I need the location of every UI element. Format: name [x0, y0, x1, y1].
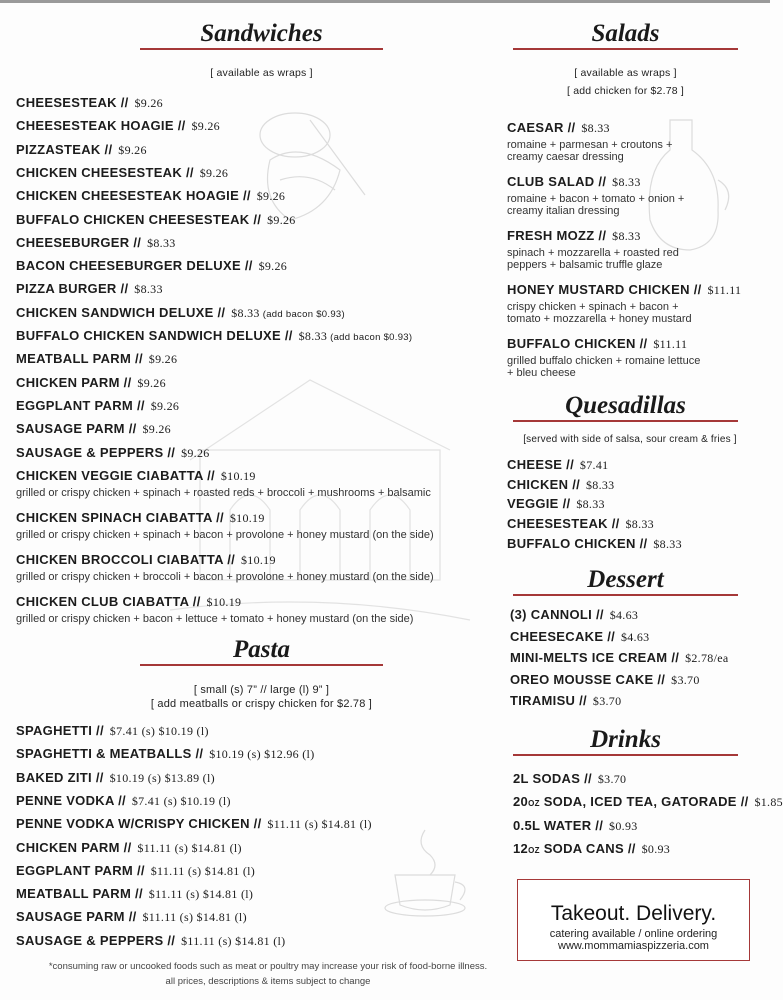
sandwich-item-3-price: $9.26 — [118, 142, 147, 157]
sandwich-item-17-name: CHICKEN VEGGIE CIABATTA — [16, 467, 204, 483]
dessert-item-5: TIRAMISU // $3.70 — [510, 693, 622, 708]
quesadilla-item-4: CHEESESTEAK // $8.33 — [507, 516, 654, 532]
pasta-item-9-price: $11.11 (s) $14.81 (l) — [142, 910, 247, 925]
sandwich-item-20-price: $10.19 — [206, 594, 242, 609]
salad-item-5-price: $11.11 — [653, 337, 688, 351]
drink-item-4-qty: 12 — [513, 840, 529, 856]
salad-item-4: HONEY MUSTARD CHICKEN // $11.11 — [507, 282, 742, 297]
pasta-item-10-name: SAUSAGE & PEPPERS — [16, 932, 164, 948]
quesadilla-item-2-price: $8.33 — [585, 477, 615, 492]
salad-item-4-name: HONEY MUSTARD CHICKEN — [507, 282, 690, 297]
salad-desc2-3: peppers + balsamic truffle glaze — [507, 259, 663, 271]
dessert-item-5-price: $3.70 — [592, 694, 622, 708]
sandwich-item-11-name: BUFFALO CHICKEN SANDWICH DELUXE — [16, 328, 281, 343]
salad-item-1-price: $8.33 — [581, 121, 610, 135]
sandwich-item-15: SAUSAGE PARM // $9.26 — [16, 421, 171, 437]
sandwich-item-9: PIZZA BURGER // $8.33 — [16, 281, 163, 297]
sandwich-item-15-name: SAUSAGE PARM — [16, 421, 125, 437]
pasta-item-9-name: SAUSAGE PARM — [16, 909, 125, 925]
sandwich-item-2: CHEESESTEAK HOAGIE // $9.26 — [16, 118, 220, 134]
salads-title: Salads — [591, 20, 660, 47]
takeout-delivery-box — [517, 879, 750, 961]
website-link[interactable]: www.mommamiaspizzeria.com — [558, 940, 709, 952]
pasta-size-note: [ small (s) 7” // large (l) 9” ] — [193, 684, 330, 696]
salad-desc1-5: grilled buffalo chicken + romaine lettuce — [507, 355, 701, 367]
sandwich-item-11-extra: (add bacon $0.93) — [330, 332, 413, 343]
pasta-item-3: BAKED ZITI // $10.19 (s) $13.89 (l) — [16, 769, 215, 785]
sandwich-desc-19: grilled or crispy chicken + broccoli + bacon + provolone + honey mustard (on the side) — [16, 570, 434, 583]
salad-desc2-4: tomato + mozzarella + honey mustard — [507, 313, 692, 325]
pasta-item-2-name: SPAGHETTI & MEATBALLS — [16, 746, 192, 762]
salad-item-4-price: $11.11 — [707, 283, 742, 297]
pasta-item-4: PENNE VODKA // $7.41 (s) $10.19 (l) — [16, 792, 231, 808]
pasta-item-1-name: SPAGHETTI — [16, 723, 93, 738]
sandwich-item-6-name: BUFFALO CHICKEN CHEESESTEAK — [16, 211, 250, 227]
salads-chicken-note: [ add chicken for $2.78 ] — [566, 85, 685, 97]
drink-item-4-unit: OZ — [528, 845, 540, 855]
dessert-item-4: OREO MOUSSE CAKE // $3.70 — [510, 671, 700, 687]
price-disclaimer: all prices, descriptions & items subject to change — [165, 976, 371, 987]
food-safety-disclaimer: *consuming raw or uncooked foods such as meat or poultry may increase your risk of food-borne illness. — [48, 961, 488, 972]
takeout-headline: Takeout. Delivery. — [550, 902, 717, 925]
dessert-item-4-name: OREO MOUSSE CAKE — [510, 671, 654, 687]
sandwiches-note: [ available as wraps ] — [210, 67, 313, 79]
dessert-item-2-name: CHEESECAKE — [510, 628, 604, 644]
drink-item-3-name: WATER — [543, 817, 592, 833]
pasta-item-1: SPAGHETTI // $7.41 (s) $10.19 (l) — [16, 723, 209, 738]
salad-item-3-price: $8.33 — [612, 229, 641, 243]
pasta-item-3-price: $10.19 (s) $13.89 (l) — [109, 770, 215, 785]
quesadillas-note: [served with side of salsa, sour cream & fries ] — [523, 434, 737, 445]
salad-item-2: CLUB SALAD // $8.33 — [507, 174, 641, 189]
quesadilla-item-1-name: CHEESE — [507, 457, 563, 472]
sandwich-desc-20: grilled or crispy chicken + bacon + lettuce + tomato + honey mustard (on the side) — [16, 612, 414, 625]
sandwich-item-6: BUFFALO CHICKEN CHEESESTEAK // $9.26 — [16, 211, 296, 227]
sandwich-item-12-price: $9.26 — [148, 352, 178, 367]
sandwich-item-12-name: MEATBALL PARM — [16, 351, 132, 367]
pasta-item-10: SAUSAGE & PEPPERS // $11.11 (s) $14.81 (l) — [16, 932, 286, 948]
sandwich-item-19: CHICKEN BROCCOLI CIABATTA // $10.19 — [16, 551, 276, 567]
pasta-item-7: EGGPLANT PARM // $11.11 (s) $14.81 (l) — [16, 862, 256, 878]
pasta-item-8: MEATBALL PARM // $11.11 (s) $14.81 (l) — [16, 886, 254, 902]
pasta-item-7-name: EGGPLANT PARM — [16, 862, 134, 878]
catering-line: catering available / online ordering — [549, 928, 718, 940]
quesadilla-item-2-name: CHICKEN — [507, 476, 569, 492]
coffee-cup-sketch-icon — [380, 820, 480, 920]
dessert-rule — [513, 594, 738, 596]
sandwiches-rule — [140, 48, 383, 50]
drink-item-3-price: $0.93 — [609, 818, 638, 833]
quesadilla-item-2: CHICKEN // $8.33 — [507, 476, 615, 492]
sandwich-item-7-price: $8.33 — [147, 235, 176, 250]
pasta-item-8-price: $11.11 (s) $14.81 (l) — [148, 887, 254, 902]
top-border — [0, 0, 770, 3]
bottle-sketch-icon — [630, 110, 740, 260]
salad-desc1-4: crispy chicken + spinach + bacon + — [507, 301, 679, 313]
sandwich-item-9-price: $8.33 — [134, 282, 163, 297]
pasta-item-4-name: PENNE VODKA — [16, 792, 115, 808]
pasta-addon-note: [ add meatballs or crispy chicken for $2.78 ] — [150, 698, 373, 710]
dessert-item-3-price: $2.78/ea — [685, 651, 729, 665]
salad-item-3-name: FRESH MOZZ — [507, 228, 595, 243]
pasta-rule — [140, 664, 383, 666]
drink-item-3-qty: 0.5L — [513, 817, 540, 833]
sandwich-item-12: MEATBALL PARM // $9.26 — [16, 351, 178, 367]
sandwich-item-13: CHICKEN PARM // $9.26 — [16, 374, 166, 390]
sandwich-item-13-price: $9.26 — [137, 375, 166, 390]
pasta-item-5-price: $11.11 (s) $14.81 (l) — [267, 817, 372, 832]
dessert-item-1-name: (3) CANNOLI — [510, 607, 593, 622]
salad-desc2-1: creamy caesar dressing — [507, 151, 624, 163]
pasta-item-7-price: $11.11 (s) $14.81 (l) — [150, 863, 256, 878]
sandwich-item-3: PIZZASTEAK // $9.26 — [16, 141, 147, 157]
sandwich-item-8-name: BACON CHEESEBURGER DELUXE — [16, 258, 241, 274]
sandwich-item-7-name: CHEESEBURGER — [16, 234, 130, 250]
sandwich-item-4-name: CHICKEN CHEESESTEAK — [16, 164, 183, 180]
drink-item-1-name: SODAS — [532, 771, 581, 786]
drink-item-1-qty: 2L — [513, 771, 529, 786]
sandwich-item-2-name: CHEESESTEAK HOAGIE — [16, 118, 174, 134]
pasta-item-1-price: $7.41 (s) $10.19 (l) — [109, 724, 209, 738]
pasta-item-8-name: MEATBALL PARM — [16, 886, 132, 902]
quesadilla-item-3-price: $8.33 — [576, 497, 605, 512]
quesadilla-item-5-name: BUFFALO CHICKEN — [507, 535, 636, 551]
pasta-title: Pasta — [233, 636, 290, 663]
sandwich-item-11-price: $8.33 — [298, 329, 328, 343]
sandwich-item-16-name: SAUSAGE & PEPPERS — [16, 444, 164, 460]
salad-desc1-3: spinach + mozzarella + roasted red — [507, 247, 679, 259]
sandwich-item-7: CHEESEBURGER // $8.33 — [16, 234, 176, 250]
sandwich-item-1: CHEESESTEAK // $9.26 — [16, 95, 163, 110]
drink-item-4-name: SODA CANS — [543, 840, 624, 856]
pasta-item-9: SAUSAGE PARM // $11.11 (s) $14.81 (l) — [16, 909, 247, 925]
pasta-item-5: PENNE VODKA W/CRISPY CHICKEN // $11.11 (s) $14.81 (l) — [16, 816, 372, 832]
dessert-item-2: CHEESECAKE // $4.63 — [510, 628, 650, 644]
sandwich-item-10-name: CHICKEN SANDWICH DELUXE — [16, 304, 214, 320]
drink-item-1: 2L SODAS // $3.70 — [513, 771, 627, 786]
dessert-item-5-name: TIRAMISU — [510, 693, 576, 708]
sandwich-item-5-name: CHICKEN CHEESESTEAK HOAGIE — [16, 188, 240, 204]
sandwich-item-15-price: $9.26 — [142, 422, 171, 437]
quesadilla-item-5: BUFFALO CHICKEN // $8.33 — [507, 535, 682, 551]
salad-desc2-5: + bleu cheese — [507, 367, 576, 379]
sandwich-item-8: BACON CHEESEBURGER DELUXE // $9.26 — [16, 258, 288, 274]
salad-desc1-2: romaine + bacon + tomato + onion + — [507, 193, 685, 205]
sandwich-item-16-price: $9.26 — [181, 445, 210, 460]
dessert-item-3: MINI-MELTS ICE CREAM // $2.78/ea — [510, 650, 729, 665]
sandwich-item-19-price: $10.19 — [240, 552, 276, 567]
salad-item-5: BUFFALO CHICKEN // $11.11 — [507, 336, 688, 351]
salad-item-5-name: BUFFALO CHICKEN — [507, 336, 636, 351]
sandwich-item-8-price: $9.26 — [258, 259, 288, 274]
sandwich-item-18: CHICKEN SPINACH CIABATTA // $10.19 — [16, 509, 265, 525]
sandwich-item-19-name: CHICKEN BROCCOLI CIABATTA — [16, 551, 224, 567]
pasta-item-5-name: PENNE VODKA W/CRISPY CHICKEN — [16, 816, 250, 832]
sandwich-item-5: CHICKEN CHEESESTEAK HOAGIE // $9.26 — [16, 188, 286, 204]
sandwich-item-20: CHICKEN CLUB CIABATTA // $10.19 — [16, 593, 242, 609]
salad-desc2-2: creamy italian dressing — [507, 205, 620, 217]
drink-item-1-price: $3.70 — [597, 772, 627, 786]
drink-item-4-price: $0.93 — [641, 841, 671, 856]
sandwich-item-2-price: $9.26 — [191, 119, 220, 134]
sandwich-item-14-price: $9.26 — [150, 398, 180, 413]
dessert-item-4-price: $3.70 — [671, 672, 700, 687]
pasta-item-10-price: $11.11 (s) $14.81 (l) — [181, 933, 286, 948]
sandwich-item-9-name: PIZZA BURGER — [16, 281, 117, 297]
sandwich-item-13-name: CHICKEN PARM — [16, 374, 120, 390]
salad-desc1-1: romaine + parmesan + croutons + — [507, 139, 673, 151]
sandwich-item-18-name: CHICKEN SPINACH CIABATTA — [16, 509, 213, 525]
drink-item-2-qty: 20 — [513, 794, 529, 810]
pasta-item-4-price: $7.41 (s) $10.19 (l) — [131, 793, 231, 808]
quesadilla-item-3: VEGGIE // $8.33 — [507, 496, 605, 512]
sandwich-item-10: CHICKEN SANDWICH DELUXE // $8.33 (add bacon $0.93) — [16, 304, 345, 320]
salads-rule — [513, 48, 738, 50]
sandwich-item-1-name: CHEESESTEAK — [16, 95, 117, 110]
pasta-item-6-name: CHICKEN PARM — [16, 839, 120, 855]
drink-item-2-unit: OZ — [528, 799, 540, 809]
drinks-rule — [513, 754, 738, 756]
sandwich-item-11: BUFFALO CHICKEN SANDWICH DELUXE // $8.33 (add bacon $0.93) — [16, 328, 413, 343]
salad-item-2-price: $8.33 — [612, 175, 641, 189]
quesadillas-title: Quesadillas — [565, 392, 686, 419]
quesadilla-item-1-price: $7.41 — [579, 458, 609, 472]
sandwich-item-3-name: PIZZASTEAK — [16, 141, 101, 157]
sandwich-desc-18: grilled or crispy chicken + spinach + bacon + provolone + honey mustard (on the side) — [16, 528, 434, 541]
salad-item-3: FRESH MOZZ // $8.33 — [507, 228, 641, 243]
pasta-item-6-price: $11.11 (s) $14.81 (l) — [137, 840, 242, 855]
pasta-item-3-name: BAKED ZITI — [16, 769, 92, 785]
sandwich-item-16: SAUSAGE & PEPPERS // $9.26 — [16, 444, 210, 460]
quesadilla-item-5-price: $8.33 — [653, 536, 682, 551]
dessert-item-2-price: $4.63 — [620, 629, 650, 644]
drink-item-2: 20OZ SODA, ICED TEA, GATORADE // $1.85 — [513, 794, 783, 810]
sandwich-item-6-price: $9.26 — [267, 212, 296, 227]
sandwich-item-1-price: $9.26 — [134, 96, 163, 110]
sandwich-item-5-price: $9.26 — [256, 189, 286, 204]
drink-item-2-name: SODA, ICED TEA, GATORADE — [543, 794, 737, 810]
sandwiches-title: Sandwiches — [200, 20, 323, 47]
sandwich-item-17: CHICKEN VEGGIE CIABATTA // $10.19 — [16, 467, 256, 483]
sandwich-desc-17: grilled or crispy chicken + spinach + roasted reds + broccoli + mushrooms + balsamic — [16, 486, 431, 499]
quesadilla-item-4-name: CHEESESTEAK — [507, 516, 608, 532]
dessert-item-3-name: MINI-MELTS ICE CREAM — [510, 650, 668, 665]
salads-wrap-note: [ available as wraps ] — [574, 67, 677, 79]
sandwich-item-14: EGGPLANT PARM // $9.26 — [16, 397, 180, 413]
drink-item-4: 12OZ SODA CANS // $0.93 — [513, 840, 671, 856]
sandwich-item-4: CHICKEN CHEESESTEAK // $9.26 — [16, 164, 229, 180]
pasta-item-2-price: $10.19 (s) $12.96 (l) — [209, 747, 315, 762]
salad-item-1-name: CAESAR — [507, 120, 564, 135]
sandwich-item-17-price: $10.19 — [220, 468, 256, 483]
quesadilla-item-1: CHEESE // $7.41 — [507, 457, 609, 472]
dessert-item-1: (3) CANNOLI // $4.63 — [510, 607, 639, 622]
dessert-title: Dessert — [587, 566, 664, 593]
sandwich-item-4-price: $9.26 — [199, 165, 229, 180]
quesadilla-item-4-price: $8.33 — [625, 517, 654, 532]
quesadilla-item-3-name: VEGGIE — [507, 496, 559, 512]
salad-item-1: CAESAR // $8.33 — [507, 120, 610, 135]
sandwich-item-10-extra: (add bacon $0.93) — [262, 308, 345, 320]
drink-item-2-price: $1.85 — [754, 795, 783, 810]
sandwich-item-18-price: $10.19 — [229, 510, 265, 525]
quesadillas-rule — [513, 420, 738, 422]
drink-item-3: 0.5L WATER // $0.93 — [513, 817, 638, 833]
dessert-item-1-price: $4.63 — [609, 608, 639, 622]
sandwich-item-14-name: EGGPLANT PARM — [16, 397, 134, 413]
salad-item-2-name: CLUB SALAD — [507, 174, 595, 189]
pasta-item-6: CHICKEN PARM // $11.11 (s) $14.81 (l) — [16, 839, 242, 855]
sandwich-item-20-name: CHICKEN CLUB CIABATTA — [16, 593, 189, 609]
pasta-item-2: SPAGHETTI & MEATBALLS // $10.19 (s) $12.96 (l) — [16, 746, 315, 762]
sandwich-item-10-price: $8.33 — [231, 305, 260, 320]
drinks-title: Drinks — [590, 726, 661, 753]
